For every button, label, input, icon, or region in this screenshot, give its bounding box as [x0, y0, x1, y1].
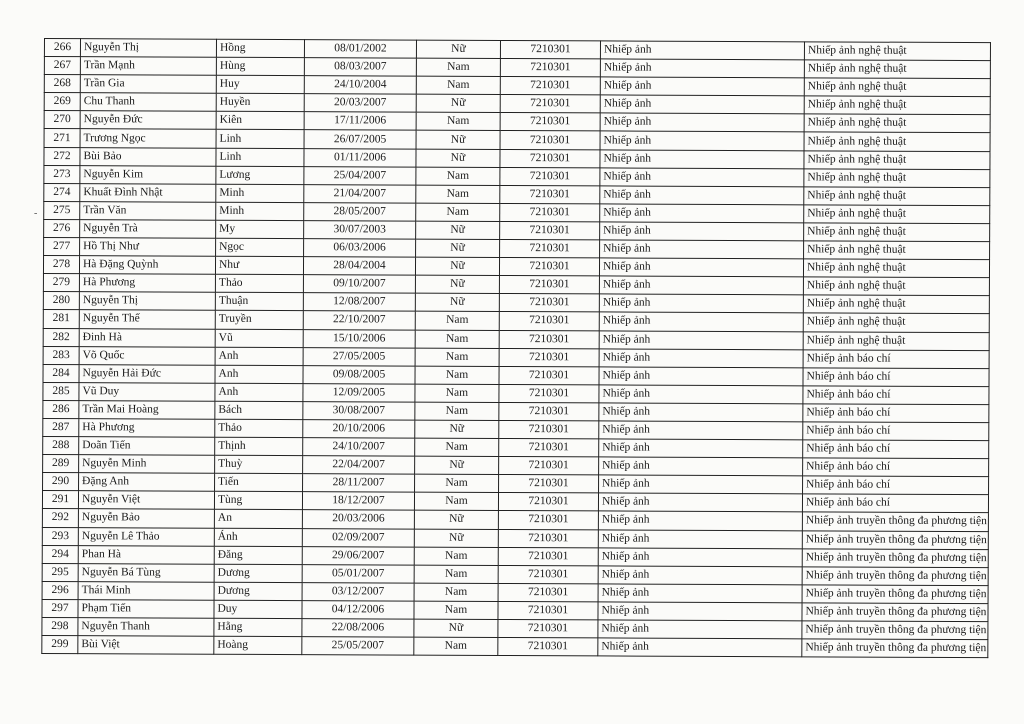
- gender-cell: Nam: [415, 312, 499, 330]
- major-cell: Nhiếp ảnh: [598, 511, 802, 530]
- specialization-cell: Nhiếp ảnh truyền thông đa phương tiện: [802, 621, 988, 640]
- given-name-cell: Hồng: [216, 39, 304, 57]
- program-code-cell: 7210301: [500, 149, 600, 168]
- specialization-cell: Nhiếp ảnh nghệ thuật: [804, 96, 990, 115]
- specialization-cell: Nhiếp ảnh nghệ thuật: [804, 187, 990, 206]
- row-number-cell: 293: [42, 527, 78, 545]
- surname-cell: Bùi Bảo: [80, 147, 216, 166]
- row-number-cell: 295: [42, 563, 78, 581]
- gender-cell: Nữ: [416, 149, 500, 167]
- major-cell: Nhiếp ảnh: [599, 403, 803, 422]
- major-cell: Nhiếp ảnh: [600, 186, 804, 205]
- gender-cell: Nữ: [416, 131, 500, 149]
- program-code-cell: 7210301: [498, 529, 598, 548]
- specialization-cell: Nhiếp ảnh nghệ thuật: [804, 205, 990, 224]
- gender-cell: Nam: [416, 76, 500, 94]
- major-cell: Nhiếp ảnh: [600, 204, 804, 223]
- surname-cell: Khuất Đình Nhật: [80, 183, 216, 202]
- given-name-cell: Lương: [216, 166, 304, 184]
- major-cell: Nhiếp ảnh: [598, 638, 802, 657]
- specialization-cell: Nhiếp ảnh nghệ thuật: [803, 295, 989, 314]
- surname-cell: Trần Văn: [80, 202, 216, 221]
- row-number-cell: 281: [43, 310, 79, 328]
- specialization-cell: Nhiếp ảnh nghệ thuật: [804, 114, 990, 133]
- given-name-cell: Thuận: [215, 293, 303, 311]
- major-cell: Nhiếp ảnh: [599, 349, 803, 368]
- birth-date-cell: 08/03/2007: [304, 58, 416, 77]
- major-cell: Nhiếp ảnh: [600, 131, 804, 150]
- row-number-cell: 276: [44, 219, 80, 237]
- row-number-cell: 286: [43, 400, 79, 418]
- gender-cell: Nữ: [416, 221, 500, 239]
- row-number-cell: 269: [44, 93, 80, 111]
- gender-cell: Nam: [415, 330, 499, 348]
- gender-cell: Nam: [414, 547, 498, 565]
- surname-cell: Nguyễn Minh: [79, 455, 215, 474]
- birth-date-cell: 08/01/2002: [304, 40, 416, 59]
- birth-date-cell: 25/05/2007: [302, 637, 414, 656]
- birth-date-cell: 02/09/2007: [302, 528, 414, 547]
- specialization-cell: Nhiếp ảnh nghệ thuật: [804, 241, 990, 260]
- row-number-cell: 278: [43, 256, 79, 274]
- specialization-cell: Nhiếp ảnh nghệ thuật: [804, 168, 990, 187]
- row-number-cell: 297: [42, 599, 78, 617]
- birth-date-cell: 18/12/2007: [302, 492, 414, 511]
- row-number-cell: 272: [44, 147, 80, 165]
- row-number-cell: 274: [44, 183, 80, 201]
- surname-cell: Hà Phương: [79, 419, 215, 438]
- gender-cell: Nữ: [415, 420, 499, 438]
- major-cell: Nhiếp ảnh: [598, 566, 802, 585]
- major-cell: Nhiếp ảnh: [600, 149, 804, 168]
- surname-cell: Bùi Việt: [78, 636, 214, 655]
- given-name-cell: Truyền: [215, 311, 303, 329]
- gender-cell: Nữ: [414, 511, 498, 529]
- given-name-cell: Minh: [216, 184, 304, 202]
- birth-date-cell: 27/05/2005: [303, 347, 415, 366]
- surname-cell: Trần Mai Hoàng: [79, 401, 215, 420]
- row-number-cell: 282: [43, 328, 79, 346]
- major-cell: Nhiếp ảnh: [600, 59, 804, 78]
- specialization-cell: Nhiếp ảnh nghệ thuật: [804, 60, 990, 79]
- gender-cell: Nữ: [415, 293, 499, 311]
- program-code-cell: 7210301: [500, 221, 600, 240]
- surname-cell: Nguyễn Việt: [78, 491, 214, 510]
- row-number-cell: 292: [42, 509, 78, 527]
- gender-cell: Nữ: [415, 257, 499, 275]
- program-code-cell: 7210301: [500, 95, 600, 114]
- birth-date-cell: 30/08/2007: [303, 402, 415, 421]
- row-number-cell: 287: [43, 418, 79, 436]
- gender-cell: Nam: [416, 203, 500, 221]
- roster-body: [42, 39, 991, 658]
- gender-cell: Nam: [416, 185, 500, 203]
- given-name-cell: Linh: [216, 148, 304, 166]
- given-name-cell: Huy: [216, 75, 304, 93]
- surname-cell: Nguyễn Thị: [79, 292, 215, 311]
- major-cell: Nhiếp ảnh: [599, 421, 803, 440]
- specialization-cell: Nhiếp ảnh báo chí: [803, 368, 989, 387]
- gender-cell: Nam: [415, 474, 499, 492]
- surname-cell: Thái Minh: [78, 581, 214, 600]
- birth-date-cell: 09/10/2007: [303, 275, 415, 294]
- given-name-cell: Anh: [215, 347, 303, 365]
- program-code-cell: 7210301: [500, 203, 600, 222]
- surname-cell: Nguyễn Trà: [80, 220, 216, 239]
- major-cell: Nhiếp ảnh: [599, 312, 803, 331]
- birth-date-cell: 09/08/2005: [303, 365, 415, 384]
- surname-cell: Nguyễn Bảo: [78, 509, 214, 528]
- given-name-cell: Thảo: [215, 419, 303, 437]
- row-number-cell: 273: [44, 165, 80, 183]
- program-code-cell: 7210301: [498, 511, 598, 530]
- specialization-cell: Nhiếp ảnh nghệ thuật: [803, 259, 989, 278]
- surname-cell: Nguyễn Thị: [80, 39, 216, 58]
- specialization-cell: Nhiếp ảnh báo chí: [803, 349, 989, 368]
- major-cell: Nhiếp ảnh: [600, 168, 804, 187]
- major-cell: Nhiếp ảnh: [600, 95, 804, 114]
- specialization-cell: Nhiếp ảnh nghệ thuật: [804, 132, 990, 151]
- surname-cell: Hà Phương: [79, 274, 215, 293]
- program-code-cell: 7210301: [499, 312, 599, 331]
- given-name-cell: Ngọc: [216, 238, 304, 256]
- gender-cell: Nữ: [415, 456, 499, 474]
- program-code-cell: 7210301: [498, 493, 598, 512]
- given-name-cell: Huyền: [216, 94, 304, 112]
- student-roster-table: [41, 38, 991, 658]
- row-number-cell: 268: [44, 75, 80, 93]
- major-cell: Nhiếp ảnh: [599, 457, 803, 476]
- specialization-cell: Nhiếp ảnh truyền thông đa phương tiện: [802, 585, 988, 604]
- major-cell: Nhiếp ảnh: [598, 602, 802, 621]
- birth-date-cell: 22/04/2007: [303, 456, 415, 475]
- specialization-cell: Nhiếp ảnh báo chí: [803, 422, 989, 441]
- specialization-cell: Nhiếp ảnh nghệ thuật: [803, 313, 989, 332]
- specialization-cell: Nhiếp ảnh báo chí: [803, 404, 989, 423]
- program-code-cell: 7210301: [499, 420, 599, 439]
- given-name-cell: Vũ: [215, 329, 303, 347]
- table-row: [42, 636, 988, 658]
- specialization-cell: Nhiếp ảnh nghệ thuật: [804, 223, 990, 242]
- surname-cell: Nguyễn Thế: [79, 310, 215, 329]
- major-cell: Nhiếp ảnh: [598, 584, 802, 603]
- given-name-cell: Thảo: [215, 274, 303, 292]
- birth-date-cell: 04/12/2006: [302, 601, 414, 620]
- gender-cell: Nữ: [414, 529, 498, 547]
- birth-date-cell: 12/08/2007: [303, 293, 415, 312]
- program-code-cell: 7210301: [499, 348, 599, 367]
- surname-cell: Trần Gia: [80, 75, 216, 94]
- given-name-cell: Hằng: [214, 618, 302, 636]
- birth-date-cell: 25/04/2007: [304, 166, 416, 185]
- birth-date-cell: 24/10/2007: [303, 438, 415, 457]
- row-number-cell: 275: [44, 201, 80, 219]
- specialization-cell: Nhiếp ảnh truyền thông đa phương tiện: [802, 639, 988, 658]
- program-code-cell: 7210301: [499, 276, 599, 295]
- birth-date-cell: 20/03/2007: [304, 94, 416, 113]
- row-number-cell: 277: [44, 238, 80, 256]
- program-code-cell: 7210301: [499, 384, 599, 403]
- specialization-cell: Nhiếp ảnh nghệ thuật: [804, 78, 990, 97]
- specialization-cell: Nhiếp ảnh truyền thông đa phương tiện: [802, 567, 988, 586]
- specialization-cell: Nhiếp ảnh truyền thông đa phương tiện: [802, 548, 988, 567]
- row-number-cell: 285: [43, 382, 79, 400]
- gender-cell: Nữ: [416, 40, 500, 58]
- row-number-cell: 284: [43, 364, 79, 382]
- given-name-cell: Dương: [214, 582, 302, 600]
- row-number-cell: 291: [42, 491, 78, 509]
- given-name-cell: Anh: [215, 365, 303, 383]
- surname-cell: Nguyễn Lê Thảo: [78, 527, 214, 546]
- program-code-cell: 7210301: [499, 258, 599, 277]
- surname-cell: Doãn Tiến: [79, 437, 215, 456]
- specialization-cell: Nhiếp ảnh nghệ thuật: [803, 331, 989, 350]
- program-code-cell: 7210301: [500, 167, 600, 186]
- gender-cell: Nam: [415, 402, 499, 420]
- row-number-cell: 294: [42, 545, 78, 563]
- major-cell: Nhiếp ảnh: [598, 620, 802, 639]
- row-number-cell: 271: [44, 129, 80, 147]
- surname-cell: Nguyễn Thanh: [78, 618, 214, 637]
- given-name-cell: An: [214, 510, 302, 528]
- birth-date-cell: 12/09/2005: [303, 383, 415, 402]
- major-cell: Nhiếp ảnh: [599, 475, 803, 494]
- row-number-cell: 266: [44, 39, 80, 57]
- specialization-cell: Nhiếp ảnh báo chí: [803, 476, 989, 495]
- gender-cell: Nữ: [416, 94, 500, 112]
- birth-date-cell: 29/06/2007: [302, 546, 414, 565]
- program-code-cell: 7210301: [499, 457, 599, 476]
- specialization-cell: Nhiếp ảnh nghệ thuật: [804, 150, 990, 169]
- row-number-cell: 283: [43, 346, 79, 364]
- birth-date-cell: 28/05/2007: [304, 202, 416, 221]
- gender-cell: Nam: [415, 438, 499, 456]
- gender-cell: Nam: [414, 601, 498, 619]
- given-name-cell: Ánh: [214, 528, 302, 546]
- gender-cell: Nam: [414, 637, 498, 655]
- row-number-cell: 290: [43, 473, 79, 491]
- gender-cell: Nam: [414, 565, 498, 583]
- birth-date-cell: 28/11/2007: [303, 474, 415, 493]
- specialization-cell: Nhiếp ảnh truyền thông đa phương tiện: [802, 512, 988, 531]
- major-cell: Nhiếp ảnh: [598, 529, 802, 548]
- given-name-cell: Dương: [214, 564, 302, 582]
- program-code-cell: 7210301: [499, 366, 599, 385]
- major-cell: Nhiếp ảnh: [600, 77, 804, 96]
- program-code-cell: 7210301: [499, 439, 599, 458]
- row-number-cell: 296: [42, 581, 78, 599]
- gender-cell: Nữ: [415, 275, 499, 293]
- gender-cell: Nam: [414, 492, 498, 510]
- specialization-cell: Nhiếp ảnh báo chí: [802, 494, 988, 513]
- surname-cell: Hồ Thị Như: [80, 238, 216, 257]
- major-cell: Nhiếp ảnh: [599, 330, 803, 349]
- surname-cell: Đinh Hà: [79, 328, 215, 347]
- program-code-cell: 7210301: [498, 565, 598, 584]
- birth-date-cell: 20/03/2006: [302, 510, 414, 529]
- major-cell: Nhiếp ảnh: [599, 439, 803, 458]
- surname-cell: Nguyễn Đức: [80, 111, 216, 130]
- surname-cell: Vũ Duy: [79, 382, 215, 401]
- surname-cell: Nguyễn Hải Đức: [79, 364, 215, 383]
- specialization-cell: Nhiếp ảnh truyền thông đa phương tiện: [802, 603, 988, 622]
- surname-cell: Phạm Tiến: [78, 600, 214, 619]
- program-code-cell: 7210301: [498, 547, 598, 566]
- program-code-cell: 7210301: [499, 402, 599, 421]
- given-name-cell: Tiến: [215, 473, 303, 491]
- birth-date-cell: 17/11/2006: [304, 112, 416, 131]
- program-code-cell: 7210301: [499, 330, 599, 349]
- given-name-cell: Duy: [214, 600, 302, 618]
- gender-cell: Nam: [416, 112, 500, 130]
- program-code-cell: 7210301: [498, 619, 598, 638]
- major-cell: Nhiếp ảnh: [599, 276, 803, 295]
- major-cell: Nhiếp ảnh: [600, 240, 804, 259]
- gender-cell: Nam: [416, 58, 500, 76]
- specialization-cell: Nhiếp ảnh nghệ thuật: [803, 277, 989, 296]
- surname-cell: Trần Mạnh: [80, 57, 216, 76]
- surname-cell: Võ Quốc: [79, 346, 215, 365]
- given-name-cell: Đăng: [214, 546, 302, 564]
- gender-cell: Nữ: [414, 619, 498, 637]
- major-cell: Nhiếp ảnh: [599, 294, 803, 313]
- row-number-cell: 298: [42, 617, 78, 635]
- major-cell: Nhiếp ảnh: [599, 385, 803, 404]
- row-number-cell: 270: [44, 111, 80, 129]
- given-name-cell: Hùng: [216, 57, 304, 75]
- margin-mark: -: [34, 208, 38, 219]
- given-name-cell: Như: [215, 256, 303, 274]
- given-name-cell: Anh: [215, 383, 303, 401]
- birth-date-cell: 15/10/2006: [303, 329, 415, 348]
- program-code-cell: 7210301: [498, 583, 598, 602]
- gender-cell: Nam: [415, 384, 499, 402]
- major-cell: Nhiếp ảnh: [598, 493, 802, 512]
- program-code-cell: 7210301: [500, 113, 600, 132]
- gender-cell: Nam: [414, 583, 498, 601]
- given-name-cell: Hoàng: [214, 636, 302, 654]
- surname-cell: Hà Đặng Quỳnh: [79, 256, 215, 275]
- major-cell: Nhiếp ảnh: [598, 548, 802, 567]
- major-cell: Nhiếp ảnh: [600, 41, 804, 60]
- surname-cell: Trương Ngọc: [80, 129, 216, 148]
- birth-date-cell: 26/07/2005: [304, 130, 416, 149]
- given-name-cell: Minh: [216, 202, 304, 220]
- row-number-cell: 299: [42, 636, 78, 654]
- surname-cell: Đặng Anh: [79, 473, 215, 492]
- surname-cell: Chu Thanh: [80, 93, 216, 112]
- specialization-cell: Nhiếp ảnh báo chí: [803, 440, 989, 459]
- given-name-cell: My: [216, 220, 304, 238]
- gender-cell: Nam: [415, 366, 499, 384]
- program-code-cell: 7210301: [499, 475, 599, 494]
- birth-date-cell: 20/10/2006: [303, 420, 415, 439]
- program-code-cell: 7210301: [500, 59, 600, 78]
- row-number-cell: 280: [43, 292, 79, 310]
- birth-date-cell: 24/10/2004: [304, 76, 416, 95]
- program-code-cell: 7210301: [500, 131, 600, 150]
- surname-cell: Nguyễn Kim: [80, 165, 216, 184]
- row-number-cell: 289: [43, 455, 79, 473]
- surname-cell: Phan Hà: [78, 545, 214, 564]
- birth-date-cell: 22/08/2006: [302, 619, 414, 638]
- birth-date-cell: 30/07/2003: [304, 221, 416, 240]
- given-name-cell: Thuỳ: [215, 455, 303, 473]
- gender-cell: Nam: [416, 167, 500, 185]
- birth-date-cell: 01/11/2006: [304, 148, 416, 167]
- program-code-cell: 7210301: [500, 240, 600, 259]
- specialization-cell: Nhiếp ảnh nghệ thuật: [804, 42, 990, 61]
- birth-date-cell: 22/10/2007: [303, 311, 415, 330]
- birth-date-cell: 28/04/2004: [303, 257, 415, 276]
- program-code-cell: 7210301: [498, 601, 598, 620]
- birth-date-cell: 03/12/2007: [302, 582, 414, 601]
- specialization-cell: Nhiếp ảnh báo chí: [803, 458, 989, 477]
- program-code-cell: 7210301: [500, 77, 600, 96]
- program-code-cell: 7210301: [499, 294, 599, 313]
- surname-cell: Nguyễn Bá Tùng: [78, 563, 214, 582]
- major-cell: Nhiếp ảnh: [600, 113, 804, 132]
- given-name-cell: Thịnh: [215, 437, 303, 455]
- program-code-cell: 7210301: [500, 185, 600, 204]
- given-name-cell: Linh: [216, 130, 304, 148]
- birth-date-cell: 06/03/2006: [304, 239, 416, 258]
- row-number-cell: 279: [43, 274, 79, 292]
- row-number-cell: 267: [44, 57, 80, 75]
- gender-cell: Nam: [415, 348, 499, 366]
- specialization-cell: Nhiếp ảnh báo chí: [803, 386, 989, 405]
- given-name-cell: Bách: [215, 401, 303, 419]
- gender-cell: Nữ: [416, 239, 500, 257]
- program-code-cell: 7210301: [498, 638, 598, 657]
- row-number-cell: 288: [43, 437, 79, 455]
- major-cell: Nhiếp ảnh: [599, 258, 803, 277]
- given-name-cell: Tùng: [214, 492, 302, 510]
- major-cell: Nhiếp ảnh: [599, 367, 803, 386]
- program-code-cell: 7210301: [500, 40, 600, 59]
- given-name-cell: Kiên: [216, 112, 304, 130]
- birth-date-cell: 21/04/2007: [304, 184, 416, 203]
- birth-date-cell: 05/01/2007: [302, 564, 414, 583]
- specialization-cell: Nhiếp ảnh truyền thông đa phương tiện: [802, 530, 988, 549]
- major-cell: Nhiếp ảnh: [600, 222, 804, 241]
